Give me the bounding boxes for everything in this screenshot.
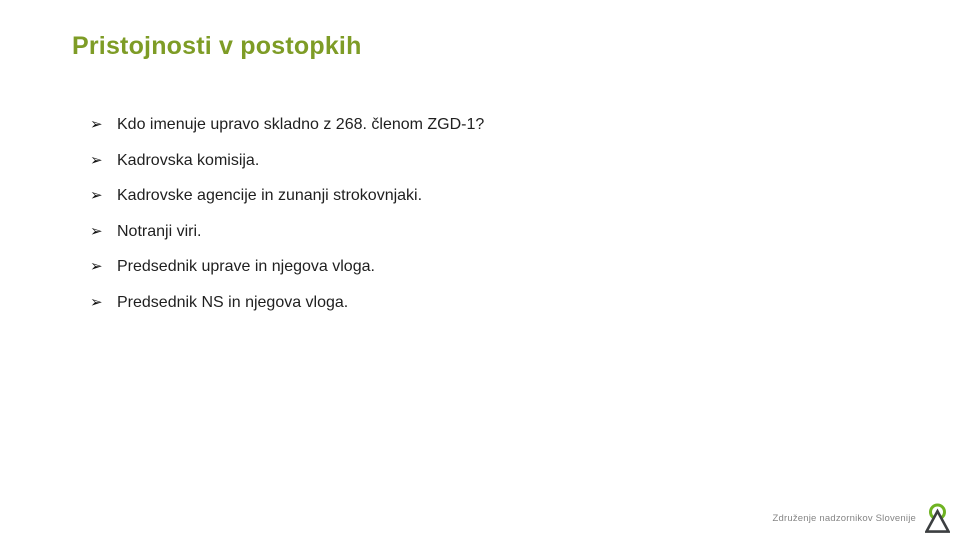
footer xyxy=(773,503,951,534)
arrow-bullet-icon: ➢ xyxy=(90,222,103,240)
bullet-list xyxy=(90,114,850,327)
bullet-text: Predsednik uprave in njegova vloga. xyxy=(117,258,375,275)
bullet-text: Kadrovska komisija. xyxy=(117,151,260,169)
bullet-item xyxy=(90,256,850,278)
footer-org-name: Združenje nadzornikov Slovenije xyxy=(772,513,916,524)
arrow-bullet-icon: ➢ xyxy=(90,187,103,204)
arrow-bullet-icon: ➢ xyxy=(90,258,103,275)
arrow-bullet-icon: ➢ xyxy=(90,293,103,311)
bullet-text: Predsednik NS in njegova vloga. xyxy=(117,293,349,311)
bullet-item xyxy=(90,221,850,243)
bullet-text: Notranji viri. xyxy=(117,222,202,240)
bullet-item xyxy=(90,114,850,136)
slide-title: Pristojnosti v postopkih xyxy=(72,32,362,60)
bullet-item xyxy=(90,292,850,314)
bullet-item xyxy=(90,185,850,207)
bullet-text: Kdo imenuje upravo skladno z 268. členom ZGD-1? xyxy=(117,116,485,133)
arrow-bullet-icon: ➢ xyxy=(90,116,103,133)
zns-logo-icon xyxy=(925,503,950,534)
bullet-text: Kadrovske agencije in zunanji strokovnjaki. xyxy=(117,187,423,204)
arrow-bullet-icon: ➢ xyxy=(90,151,103,169)
bullet-item xyxy=(90,150,850,172)
